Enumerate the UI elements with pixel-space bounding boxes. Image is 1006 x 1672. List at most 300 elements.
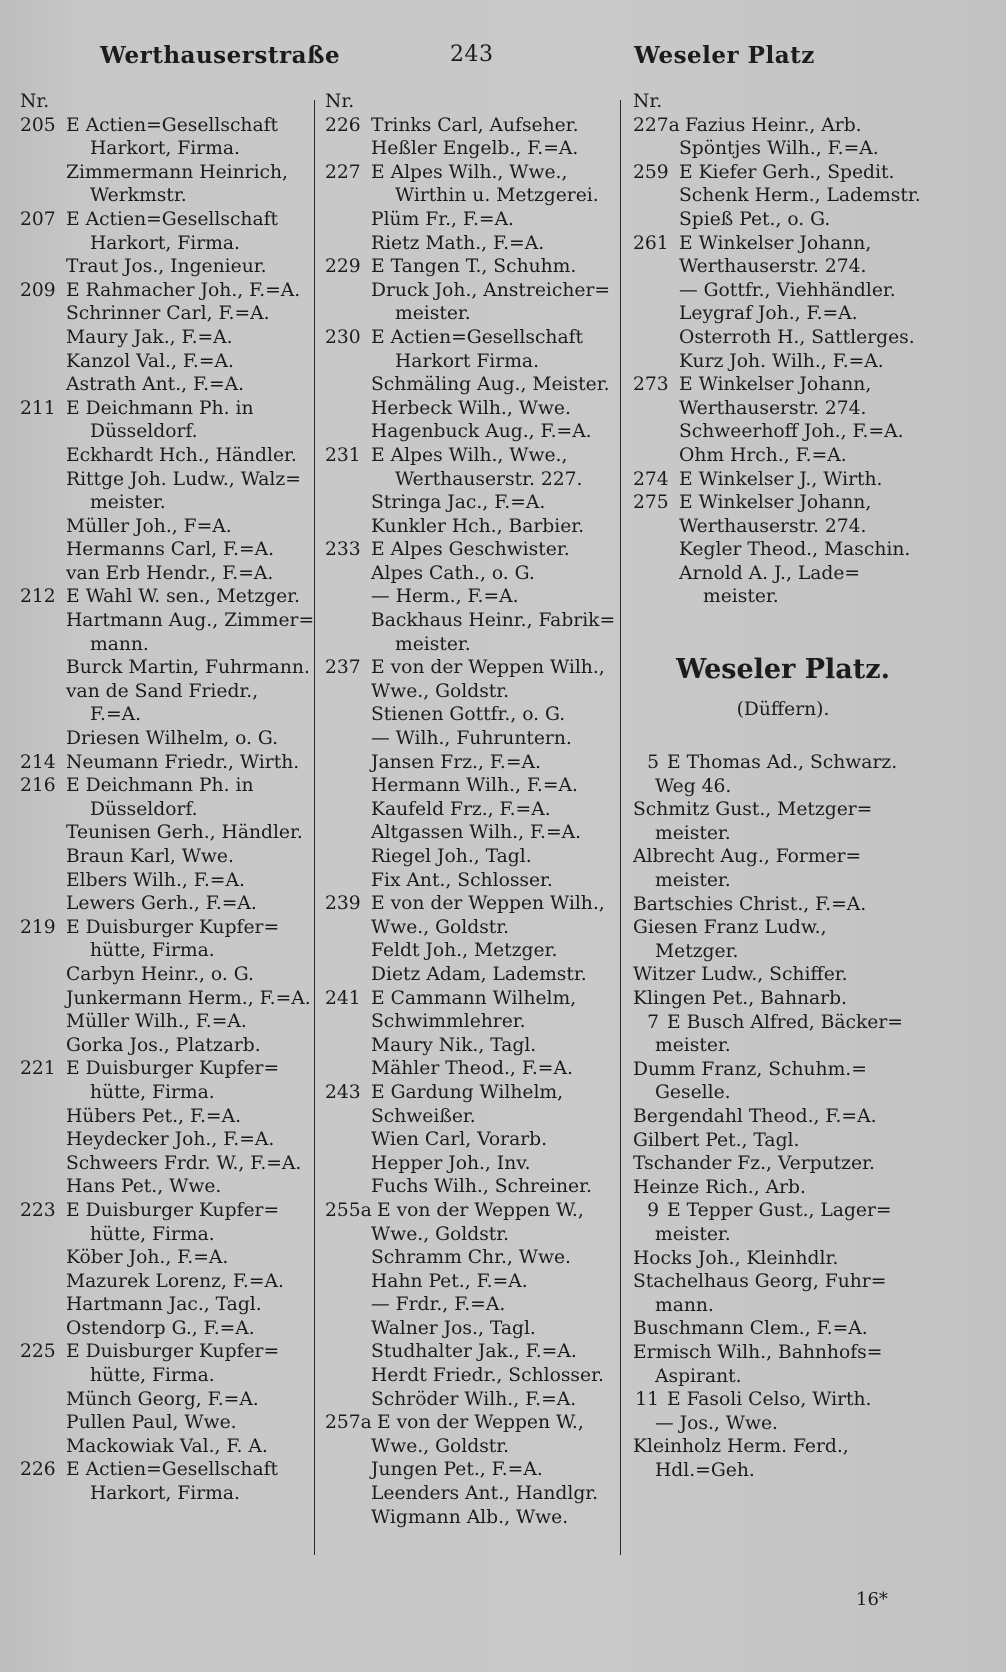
resident-entry: Schmitz Gust., Metzger= (633, 799, 873, 821)
resident-entry: Giesen Franz Ludw., (633, 917, 827, 939)
directory-line (633, 161, 933, 185)
resident-entry: Albrecht Aug., Former= (633, 846, 862, 868)
section-title: Weseler Platz. (676, 654, 890, 686)
directory-line (20, 633, 315, 657)
directory-line (325, 656, 615, 680)
directory-line (20, 373, 315, 397)
house-number: 214 (20, 751, 56, 773)
resident-entry: Osterroth H., Sattlerges. (679, 326, 915, 348)
directory-line (325, 869, 615, 893)
directory-line (325, 1340, 615, 1364)
resident-entry: Aspirant. (655, 1365, 742, 1387)
directory-line (20, 562, 315, 586)
directory-line (325, 1175, 615, 1199)
directory-line (325, 326, 615, 350)
resident-entry: Ermisch Wilh., Bahnhofs= (633, 1341, 883, 1363)
directory-line (20, 491, 315, 515)
header-right-street: Weseler Platz (634, 42, 815, 69)
resident-entry: Harkort, Firma. (90, 232, 240, 254)
resident-entry: Schweerhoff Joh., F.=A. (679, 421, 904, 443)
directory-line (325, 1458, 615, 1482)
resident-entry: Mazurek Lorenz, F.=A. (66, 1270, 284, 1292)
resident-entry: Heinze Rich., Arb. (633, 1176, 806, 1198)
resident-entry: E Thomas Ad., Schwarz. (667, 752, 898, 774)
resident-entry: — Frdr., F.=A. (371, 1294, 506, 1316)
resident-entry: Hans Pet., Wwe. (66, 1176, 222, 1198)
house-number: 275 (633, 492, 669, 514)
resident-entry: E Alpes Wilh., Wwe., (371, 444, 568, 466)
resident-entry: — Gottfr., Viehhändler. (679, 279, 896, 301)
resident-entry: Mähler Theod., F.=A. (371, 1058, 573, 1080)
house-number: 209 (20, 279, 56, 301)
directory-line (633, 302, 933, 326)
resident-entry: E Winkelser Johann, (679, 232, 872, 254)
directory-line (325, 1388, 615, 1412)
directory-line (633, 255, 933, 279)
directory-line (325, 491, 615, 515)
directory-line (325, 1128, 615, 1152)
house-number: 257a (325, 1412, 372, 1434)
directory-line (325, 1482, 615, 1506)
directory-line (20, 1246, 315, 1270)
house-number: 226 (20, 1459, 56, 1481)
house-number: 239 (325, 893, 361, 915)
resident-entry: Pullen Paul, Wwe. (66, 1412, 237, 1434)
directory-line (633, 279, 933, 303)
directory-line (633, 515, 933, 539)
resident-entry: Hartmann Aug., Zimmer= (66, 610, 315, 632)
resident-entry: Zimmermann Heinrich, (66, 161, 288, 183)
directory-line (20, 515, 315, 539)
resident-entry: E Winkelser J., Wirth. (679, 468, 883, 490)
resident-entry: Wien Carl, Vorarb. (371, 1129, 548, 1151)
directory-line (20, 302, 315, 326)
directory-line (20, 1223, 315, 1247)
resident-entry: Astrath Ant., F.=A. (66, 374, 245, 396)
directory-line (325, 373, 615, 397)
directory-line (633, 845, 933, 869)
house-number: 221 (20, 1058, 56, 1080)
directory-line (633, 373, 933, 397)
resident-entry: E von der Weppen Wilh., (371, 893, 605, 915)
house-number: Nr. (20, 91, 50, 112)
directory-line (325, 727, 615, 751)
directory-line (325, 444, 615, 468)
directory-line (633, 940, 933, 964)
resident-entry: Bergendahl Theod., F.=A. (633, 1105, 877, 1127)
directory-line (20, 1010, 315, 1034)
directory-line (20, 656, 315, 680)
resident-entry: Heßler Engelb., F.=A. (371, 138, 579, 160)
resident-entry: Fuchs Wilh., Schreiner. (371, 1176, 592, 1198)
directory-line (20, 90, 315, 114)
resident-entry: E Tangen T., Schuhm. (371, 256, 577, 278)
house-number: 219 (20, 916, 56, 938)
resident-entry: F.=A. (90, 704, 142, 726)
resident-entry: E Wahl W. sen., Metzger. (66, 586, 300, 608)
directory-line (325, 1081, 615, 1105)
directory-line (633, 798, 933, 822)
directory-line (325, 279, 615, 303)
directory-line (633, 1341, 933, 1365)
directory-line (633, 208, 933, 232)
directory-line (633, 963, 933, 987)
resident-entry: E von der Weppen W., (377, 1199, 584, 1221)
directory-line (633, 1105, 933, 1129)
resident-entry: — Herm., F.=A. (371, 586, 519, 608)
directory-line (325, 1034, 615, 1058)
directory-line (633, 491, 933, 515)
directory-line (633, 1081, 933, 1105)
directory-line (325, 137, 615, 161)
directory-line (20, 1199, 315, 1223)
directory-line (325, 208, 615, 232)
directory-line (633, 114, 933, 138)
resident-entry: Junkermann Herm., F.=A. (66, 987, 311, 1009)
directory-line (633, 1388, 933, 1412)
column-divider-2 (620, 100, 621, 1555)
resident-entry: Wwe., Goldstr. (371, 680, 510, 702)
directory-line (325, 939, 615, 963)
resident-entry: Maury Nik., Tagl. (371, 1034, 537, 1056)
directory-line (325, 562, 615, 586)
directory-line (633, 326, 933, 350)
column-3-section-entries (633, 751, 933, 1482)
resident-entry: Alpes Cath., o. G. (371, 562, 535, 584)
directory-line (633, 420, 933, 444)
directory-line (325, 90, 615, 114)
resident-entry: Braun Karl, Wwe. (66, 846, 234, 867)
house-number: 230 (325, 326, 361, 348)
resident-entry: Teunisen Gerh., Händler. (66, 822, 303, 844)
directory-line (20, 420, 315, 444)
directory-line (633, 350, 933, 374)
directory-line (633, 1058, 933, 1082)
directory-line (20, 1152, 315, 1176)
house-number: 255a (325, 1199, 372, 1221)
directory-line (633, 137, 933, 161)
directory-line (20, 350, 315, 374)
directory-line (633, 916, 933, 940)
directory-line (325, 633, 615, 657)
resident-entry: Kleinholz Herm. Ferd., (633, 1436, 849, 1458)
directory-line (325, 845, 615, 869)
house-number: 9 (647, 1200, 659, 1222)
resident-entry: E Duisburger Kupfer= (66, 916, 280, 938)
directory-line (325, 184, 615, 208)
directory-line (20, 1105, 315, 1129)
directory-line (20, 1293, 315, 1317)
resident-entry: Werthauserstr. 274. (679, 515, 867, 537)
directory-line (633, 538, 933, 562)
resident-entry: Stachelhaus Georg, Fuhr= (633, 1271, 887, 1293)
resident-entry: E Duisburger Kupfer= (66, 1199, 280, 1221)
resident-entry: Hermanns Carl, F.=A. (66, 539, 275, 561)
house-number: 225 (20, 1341, 56, 1363)
directory-line (633, 468, 933, 492)
house-number: 241 (325, 987, 361, 1009)
resident-entry: meister. (395, 303, 471, 325)
resident-entry: meister. (655, 822, 731, 844)
resident-entry: Kunkler Hch., Barbier. (371, 515, 585, 537)
resident-entry: Schweißer. (371, 1105, 476, 1127)
house-number: 233 (325, 539, 361, 561)
resident-entry: Müller Joh., F=A. (66, 515, 232, 537)
directory-line (20, 774, 315, 798)
resident-entry: E Alpes Wilh., Wwe., (371, 161, 568, 183)
directory-line (633, 1294, 933, 1318)
resident-entry: Wwe., Goldstr. (371, 1435, 510, 1457)
resident-entry: Elbers Wilh., F.=A. (66, 869, 245, 891)
directory-line (20, 397, 315, 421)
directory-line (633, 775, 933, 799)
directory-line (325, 585, 615, 609)
directory-line (20, 680, 315, 704)
resident-entry: Weg 46. (655, 775, 732, 797)
resident-entry: Harkort Firma. (395, 350, 540, 372)
directory-line (633, 987, 933, 1011)
directory-line (325, 821, 615, 845)
directory-line (20, 1034, 315, 1058)
resident-entry: Gorka Jos., Platzarb. (66, 1034, 261, 1056)
resident-entry: Düsseldorf. (90, 421, 198, 443)
directory-line (633, 444, 933, 468)
resident-entry: Wwe., Goldstr. (371, 916, 510, 938)
directory-line (325, 609, 615, 633)
resident-entry: Geselle. (655, 1082, 731, 1104)
house-number: 227a (633, 114, 680, 136)
resident-entry: Eckhardt Hch., Händler. (66, 444, 297, 466)
resident-entry: E Rahmacher Joh., F.=A. (66, 279, 301, 301)
directory-line (325, 774, 615, 798)
column-3-entries (633, 90, 933, 609)
house-number: 261 (633, 232, 669, 254)
resident-entry: Altgassen Wilh., F.=A. (371, 822, 582, 844)
folio-signature: 16* (856, 1589, 888, 1610)
directory-line (20, 137, 315, 161)
house-number: 207 (20, 208, 56, 230)
directory-line (325, 468, 615, 492)
resident-entry: E Duisburger Kupfer= (66, 1058, 280, 1080)
directory-line (20, 845, 315, 869)
directory-line (20, 939, 315, 963)
column-3 (633, 90, 933, 1482)
resident-entry: Harkort, Firma. (90, 138, 240, 160)
directory-line (325, 1506, 615, 1530)
resident-entry: Leenders Ant., Handlgr. (371, 1483, 599, 1505)
directory-line (20, 585, 315, 609)
resident-entry: meister. (703, 586, 779, 608)
house-number: 5 (647, 752, 659, 774)
resident-entry: Hocks Joh., Kleinhdlr. (633, 1247, 839, 1269)
resident-entry: Arnold A. J., Lade= (679, 562, 861, 584)
directory-line (325, 751, 615, 775)
resident-entry: mann. (90, 633, 149, 655)
directory-line (20, 798, 315, 822)
resident-entry: hütte, Firma. (90, 940, 215, 962)
house-number: Nr. (325, 91, 355, 112)
directory-line (20, 326, 315, 350)
directory-line (20, 184, 315, 208)
directory-line (20, 208, 315, 232)
resident-entry: Schmäling Aug., Meister. (371, 374, 610, 396)
resident-entry: Bartschies Christ., F.=A. (633, 893, 867, 915)
resident-entry: Kaufeld Frz., F.=A. (371, 798, 551, 820)
directory-line (633, 1011, 933, 1035)
directory-line (325, 1293, 615, 1317)
resident-entry: Kegler Theod., Maschin. (679, 539, 911, 561)
resident-entry: Herdt Friedr., Schlosser. (371, 1365, 604, 1387)
directory-line (633, 893, 933, 917)
house-number: 237 (325, 657, 361, 679)
resident-entry: Werkmstr. (90, 185, 187, 207)
directory-line (325, 397, 615, 421)
resident-entry: Werthauserstr. 227. (395, 468, 583, 490)
resident-entry: Hepper Joh., Inv. (371, 1152, 531, 1174)
resident-entry: Werthauserstr. 274. (679, 397, 867, 419)
resident-entry: Metzger. (655, 940, 739, 962)
resident-entry: E Alpes Geschwister. (371, 539, 570, 561)
directory-line (633, 1152, 933, 1176)
resident-entry: Hübers Pet., F.=A. (66, 1105, 242, 1127)
directory-line (633, 1459, 933, 1483)
directory-line (633, 1435, 933, 1459)
resident-entry: E Tepper Gust., Lager= (667, 1200, 892, 1222)
running-header (0, 42, 1006, 82)
directory-line (20, 114, 315, 138)
resident-entry: Gilbert Pet., Tagl. (633, 1129, 800, 1151)
directory-line (20, 1317, 315, 1341)
resident-entry: Müller Wilh., F.=A. (66, 1011, 247, 1033)
directory-line (325, 1105, 615, 1129)
resident-entry: Ostendorp G., F.=A. (66, 1317, 255, 1339)
resident-entry: E Actien=Gesellschaft (66, 114, 279, 136)
resident-entry: Schröder Wilh., F.=A. (371, 1388, 577, 1410)
resident-entry: Heydecker Joh., F.=A. (66, 1129, 275, 1151)
directory-line (633, 1412, 933, 1436)
directory-line (20, 1175, 315, 1199)
directory-line (325, 1246, 615, 1270)
resident-entry: — Jos., Wwe. (655, 1412, 778, 1434)
resident-entry: E Deichmann Ph. in (66, 775, 254, 797)
resident-entry: Backhaus Heinr., Fabrik= (371, 610, 616, 632)
resident-entry: E Actien=Gesellschaft (371, 326, 584, 348)
resident-entry: Trinks Carl, Aufseher. (371, 114, 579, 136)
directory-line (20, 1340, 315, 1364)
directory-line (20, 987, 315, 1011)
resident-entry: E Busch Alfred, Bäcker= (667, 1011, 903, 1033)
directory-line (325, 703, 615, 727)
resident-entry: E Duisburger Kupfer= (66, 1341, 280, 1363)
header-left-street: Werthauserstraße (100, 42, 341, 69)
column-1 (20, 90, 315, 1506)
resident-entry: meister. (655, 1035, 731, 1057)
directory-line (633, 562, 933, 586)
directory-line (633, 397, 933, 421)
resident-entry: Jansen Frz., F.=A. (371, 751, 541, 773)
house-number: 243 (325, 1081, 361, 1103)
resident-entry: E Kiefer Gerh., Spedit. (679, 161, 895, 183)
directory-line (633, 90, 933, 114)
resident-entry: Fix Ant., Schlosser. (371, 869, 553, 891)
resident-entry: Dietz Adam, Lademstr. (371, 963, 587, 985)
directory-line (20, 161, 315, 185)
directory-line (325, 1152, 615, 1176)
resident-entry: E Winkelser Johann, (679, 492, 872, 514)
resident-entry: E Winkelser Johann, (679, 374, 872, 396)
directory-line (20, 1388, 315, 1412)
directory-line (633, 232, 933, 256)
directory-line (20, 963, 315, 987)
directory-line (633, 1176, 933, 1200)
resident-entry: meister. (655, 870, 731, 892)
house-number: 212 (20, 586, 56, 608)
resident-entry: Maury Jak., F.=A. (66, 326, 233, 348)
resident-entry: Spieß Pet., o. G. (679, 208, 831, 230)
resident-entry: Druck Joh., Anstreicher= (371, 279, 611, 301)
directory-line (20, 538, 315, 562)
house-number: 205 (20, 114, 56, 136)
directory-line (325, 1199, 615, 1223)
resident-entry: Klingen Pet., Bahnarb. (633, 988, 847, 1009)
house-number: 231 (325, 444, 361, 466)
directory-line (325, 538, 615, 562)
directory-line (20, 1128, 315, 1152)
directory-line (325, 1010, 615, 1034)
directory-line (325, 1364, 615, 1388)
house-number: 216 (20, 775, 56, 797)
house-number: 259 (633, 161, 669, 183)
directory-line (20, 1435, 315, 1459)
resident-entry: meister. (395, 633, 471, 655)
resident-entry: E Actien=Gesellschaft (66, 1459, 279, 1481)
resident-entry: meister. (90, 492, 166, 514)
resident-entry: E Actien=Gesellschaft (66, 208, 279, 230)
resident-entry: hütte, Firma. (90, 1365, 215, 1387)
resident-entry: Studhalter Jak., F.=A. (371, 1341, 577, 1363)
directory-line (20, 727, 315, 751)
resident-entry: van de Sand Friedr., (66, 680, 259, 702)
resident-entry: Schenk Herm., Lademstr. (679, 185, 921, 207)
resident-entry: Schwimmlehrer. (371, 1011, 526, 1033)
resident-entry: van Erb Hendr., F.=A. (66, 562, 274, 584)
resident-entry: Hartmann Jac., Tagl. (66, 1294, 262, 1316)
directory-line (20, 1411, 315, 1435)
resident-entry: mann. (655, 1294, 714, 1316)
directory-line (633, 751, 933, 775)
directory-line (20, 1458, 315, 1482)
directory-line (325, 232, 615, 256)
resident-entry: Walner Jos., Tagl. (371, 1317, 536, 1339)
directory-line (633, 1129, 933, 1153)
directory-line (325, 1223, 615, 1247)
directory-line (20, 703, 315, 727)
directory-line (633, 184, 933, 208)
directory-line (633, 1270, 933, 1294)
resident-entry: E Deichmann Ph. in (66, 397, 254, 419)
directory-line (325, 892, 615, 916)
house-number: 274 (633, 468, 669, 490)
resident-entry: Stienen Gottfr., o. G. (371, 704, 566, 726)
resident-entry: Rittge Joh. Ludw., Walz= (66, 468, 301, 490)
resident-entry: Buschmann Clem., F.=A. (633, 1318, 868, 1340)
resident-entry: Tschander Fz., Verputzer. (633, 1153, 875, 1175)
resident-entry: Kanzol Val., F.=A. (66, 350, 234, 372)
resident-entry: Schramm Chr., Wwe. (371, 1247, 571, 1269)
directory-line (20, 232, 315, 256)
resident-entry: E von der Weppen W., (377, 1412, 584, 1434)
directory-line (20, 821, 315, 845)
